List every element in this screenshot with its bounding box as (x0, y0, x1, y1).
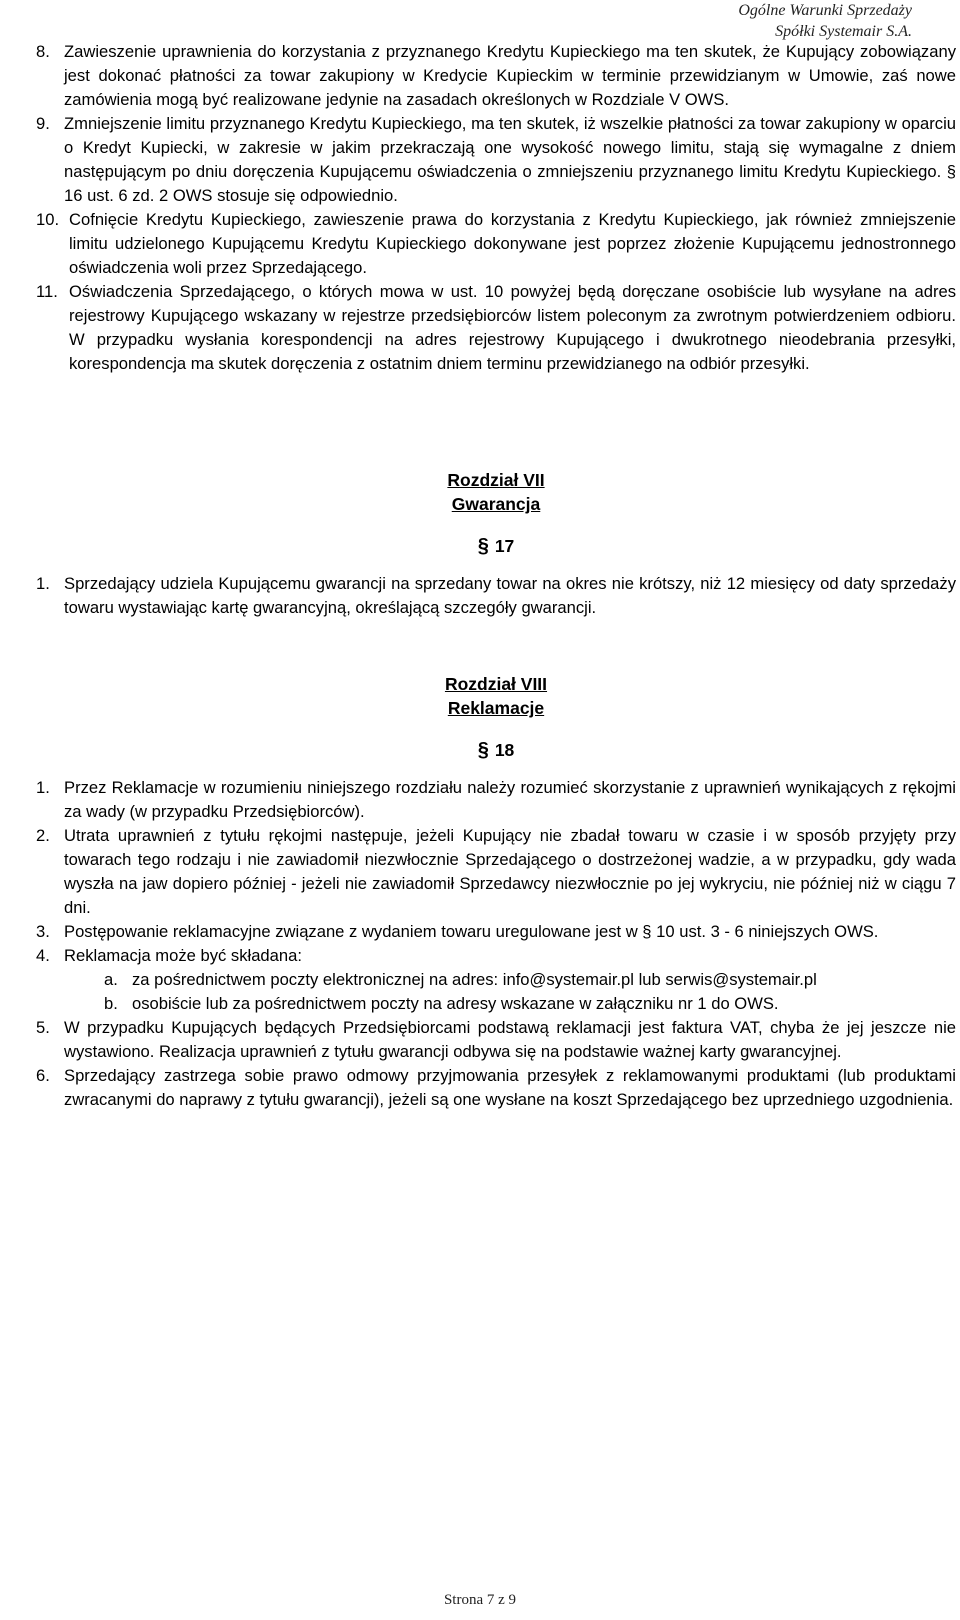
section-number: 17 (494, 536, 515, 556)
chapter-8-title: Rozdział VIII (444, 674, 548, 694)
item-number: 6. (36, 1066, 50, 1085)
warranty-item-1 (36, 572, 956, 620)
item-text: Sprzedający zastrzega sobie prawo odmowy przyjmowania przesyłek z reklamowanymi produktami (lub produktami zwracanymi do naprawy z tytułu gwarancji), jeżeli są one wysłane na koszt Sprzedającego bez uprzedniego uzgodnienia. (64, 1066, 956, 1109)
complaint-item-2 (36, 824, 956, 920)
paragraph-10 (36, 208, 956, 280)
item-text: Cofnięcie Kredytu Kupieckiego, zawieszenie prawa do korzystania z Kredytu Kupieckiego, jak również zmniejszenie limitu udzielonego Kupującemu Kredytu Kupieckiego dokonywane jest poprzez złożenie Kupującemu jednostronnego oświadczenia woli przez Sprzedającego. (69, 210, 956, 277)
complaint-item-4 (36, 944, 956, 968)
document-header (738, 0, 912, 42)
section-17-heading (36, 534, 956, 558)
subitem-text: za pośrednictwem poczty elektronicznej na adres: info@systemair.pl lub serwis@systemair.pl (132, 970, 817, 989)
complaint-subitem-a (104, 968, 956, 992)
item-text: Przez Reklamacje w rozumieniu niniejszego rozdziału należy rozumieć skorzystanie z uprawnień wynikających z rękojmi za wady (w przypadku Przedsiębiorców). (64, 778, 956, 821)
item-text: Postępowanie reklamacyjne związane z wydaniem towaru uregulowane jest w § 10 ust. 3 - 6 niniejszych OWS. (64, 922, 879, 941)
chapter-8-subtitle: Reklamacje (447, 698, 545, 718)
subitem-letter: b. (104, 994, 118, 1013)
paragraph-9 (36, 112, 956, 208)
section-number: 18 (494, 740, 515, 760)
section-18-heading (36, 738, 956, 762)
item-number: 1. (36, 778, 50, 797)
complaint-subitem-b (104, 992, 956, 1016)
paragraph-8 (36, 40, 956, 112)
item-number: 9. (36, 114, 50, 133)
item-number: 1. (36, 574, 50, 593)
item-number: 4. (36, 946, 50, 965)
item-text: Zawieszenie uprawnienia do korzystania z przyznanego Kredytu Kupieckiego ma ten skutek, że Kupujący zobowiązany jest dokonać płatności za towar zakupiony w Kredycie Kupieckim w terminie przewidzianym w Umowie, zaś nowe zamówienia mogą być realizowane jedynie na zasadach określonych w Rozdziale V OWS. (64, 42, 956, 109)
complaint-item-3 (36, 920, 956, 944)
chapter-7-title: Rozdział VII (447, 470, 545, 490)
chapter-7-subtitle: Gwarancja (451, 494, 541, 514)
complaint-item-5 (36, 1016, 956, 1064)
header-title: Ogólne Warunki Sprzedaży (738, 2, 912, 19)
item-number: 5. (36, 1018, 50, 1037)
item-text: W przypadku Kupujących będących Przedsiębiorcami podstawą reklamacji jest faktura VAT, chyba że jej jeszcze nie wystawiono. Realizacja uprawnień z tytułu gwarancji odbywa się na podstawie ważnej karty gwarancyjnej. (64, 1018, 956, 1061)
item-number: 2. (36, 826, 50, 845)
item-text: Reklamacja może być składana: (64, 946, 302, 965)
header-company: Spółki Systemair S.A. (775, 23, 912, 40)
item-number: 3. (36, 922, 50, 941)
item-number: 11. (36, 282, 58, 301)
complaint-item-1 (36, 776, 956, 824)
item-text: Oświadczenia Sprzedającego, o których mowa w ust. 10 powyżej będą doręczane osobiście lub wysyłane na adres rejestrowy Kupującego wskazany w rejestrze przedsiębiorców listem poleconym za zwrotnym potwierdzeniem odbioru. W przypadku wysłania korespondencji na adres rejestrowy Kupującego i dwukrotnego nieodebrania przesyłki, korespondencja ma skutek doręczenia z ostatnim dniem terminu przewidzianego na odbiór przesyłki. (69, 282, 956, 373)
section-sign: § (477, 535, 489, 557)
subitem-letter: a. (104, 970, 118, 989)
subitem-text: osobiście lub za pośrednictwem poczty na adresy wskazane w załączniku nr 1 do OWS. (132, 994, 779, 1013)
page-number: Strona 7 z 9 (443, 1592, 517, 1608)
item-text: Sprzedający udziela Kupującemu gwarancji na sprzedany towar na okres nie krótszy, niż 12 miesięcy od daty sprzedaży towaru wystawiając kartę gwarancyjną, określającą szczegóły gwarancji. (64, 574, 956, 617)
item-text: Zmniejszenie limitu przyznanego Kredytu Kupieckiego, ma ten skutek, iż wszelkie płatności za towar zakupiony w oparciu o Kredyt Kupiecki, w zakresie w jakim przekraczają one wysokość nowego limitu, stają się wymagalne z dniem następującym po dniu doręczenia Kupującemu oświadczenia o zmniejszeniu przyznanego limitu Kredytu Kupieckiego. § 16 ust. 6 zd. 2 OWS stosuje się odpowiednio. (64, 114, 956, 205)
section-sign: § (477, 739, 489, 761)
item-number: 10. (36, 210, 60, 229)
item-text: Utrata uprawnień z tytułu rękojmi następuje, jeżeli Kupujący nie zbadał towaru w czasie i w sposób przyjęty przy towarach tego rodzaju i nie zawiadomił niezwłocznie Sprzedającego o dostrzeżonej wadzie, a w przypadku, gdy wada wyszła na jaw dopiero później - jeżeli nie zawiadomił Sprzedawcy niezwłocznie po jej wykryciu, nie później niż w ciągu 7 dni. (64, 826, 956, 917)
document-body (36, 40, 956, 1112)
item-number: 8. (36, 42, 50, 61)
paragraph-11 (36, 280, 956, 376)
complaint-item-6 (36, 1064, 956, 1112)
